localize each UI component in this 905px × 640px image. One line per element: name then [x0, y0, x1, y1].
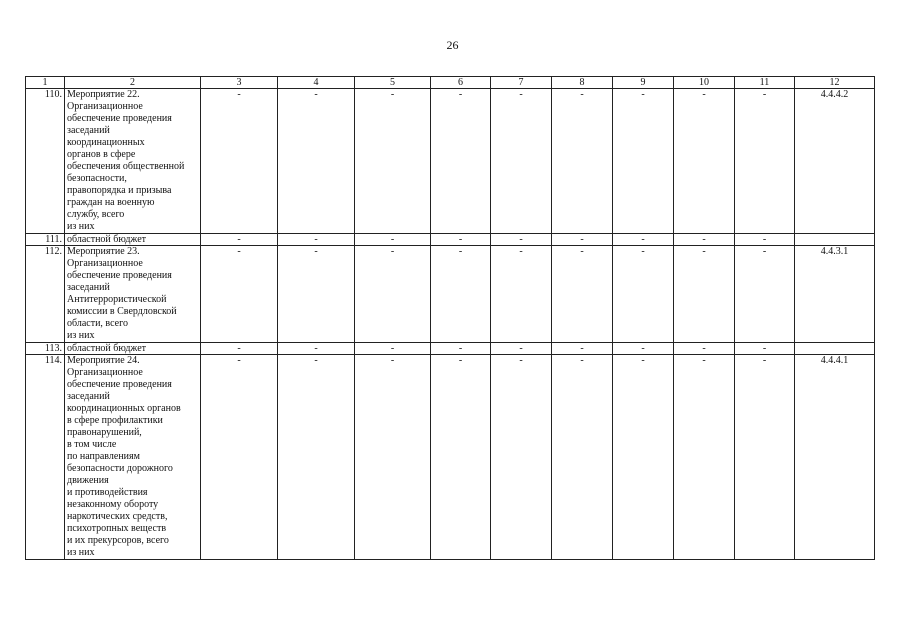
- value-cell: -: [278, 234, 355, 246]
- measure-name: областной бюджет: [65, 343, 201, 355]
- column-header: 3: [201, 77, 278, 89]
- column-header: 12: [795, 77, 875, 89]
- value-cell: -: [735, 343, 795, 355]
- value-cell: -: [491, 234, 552, 246]
- value-cell: -: [355, 246, 431, 343]
- row-number: 110.: [26, 89, 65, 234]
- value-cell: -: [355, 355, 431, 560]
- column-header: 6: [431, 77, 491, 89]
- value-cell: -: [613, 246, 674, 343]
- table-row: [26, 89, 875, 234]
- value-cell: -: [278, 89, 355, 234]
- value-cell: -: [431, 343, 491, 355]
- value-cell: -: [613, 234, 674, 246]
- indicator-code: [795, 343, 875, 355]
- value-cell: -: [735, 355, 795, 560]
- column-header: 8: [552, 77, 613, 89]
- value-cell: -: [201, 355, 278, 560]
- measure-name: Мероприятие 23. Организационное обеспечение проведения заседаний Антитеррористической комиссии в Свердловской области, всего из них: [65, 246, 201, 343]
- value-cell: -: [613, 355, 674, 560]
- value-cell: -: [431, 89, 491, 234]
- indicator-code: 4.4.3.1: [795, 246, 875, 343]
- row-number: 111.: [26, 234, 65, 246]
- table-row: [26, 246, 875, 343]
- value-cell: -: [491, 343, 552, 355]
- column-header: 10: [674, 77, 735, 89]
- row-number: 114.: [26, 355, 65, 560]
- value-cell: -: [613, 343, 674, 355]
- table-row: [26, 234, 875, 246]
- value-cell: -: [674, 246, 735, 343]
- value-cell: -: [431, 355, 491, 560]
- value-cell: -: [201, 89, 278, 234]
- measure-name: областной бюджет: [65, 234, 201, 246]
- value-cell: -: [201, 343, 278, 355]
- indicator-code: 4.4.4.1: [795, 355, 875, 560]
- value-cell: -: [355, 234, 431, 246]
- value-cell: -: [552, 234, 613, 246]
- column-header: 9: [613, 77, 674, 89]
- value-cell: -: [431, 246, 491, 343]
- column-number-row: [26, 77, 875, 89]
- column-header: 1: [26, 77, 65, 89]
- value-cell: -: [674, 343, 735, 355]
- value-cell: -: [674, 355, 735, 560]
- indicator-code: [795, 234, 875, 246]
- value-cell: -: [674, 89, 735, 234]
- column-header: 7: [491, 77, 552, 89]
- value-cell: -: [735, 234, 795, 246]
- row-number: 113.: [26, 343, 65, 355]
- value-cell: -: [278, 355, 355, 560]
- page-number: 26: [446, 38, 459, 52]
- value-cell: -: [278, 246, 355, 343]
- row-number: 112.: [26, 246, 65, 343]
- value-cell: -: [278, 343, 355, 355]
- indicator-code: 4.4.4.2: [795, 89, 875, 234]
- measure-name: Мероприятие 22. Организационное обеспечение проведения заседаний координационных органов в сфере обеспечения общественной безопасности, правопорядка и призыва граждан на военную службу, всего из них: [65, 89, 201, 234]
- value-cell: -: [552, 355, 613, 560]
- measure-name: Мероприятие 24. Организационное обеспечение проведения заседаний координационных органов в сфере профилактики правонарушений, в том числе по направлениям безопасности дорожного движения и противодействия незаконному обороту наркотических средств, психотропных веществ и их прекурсоров, всего из них: [65, 355, 201, 560]
- value-cell: -: [552, 343, 613, 355]
- column-header: 4: [278, 77, 355, 89]
- value-cell: -: [491, 355, 552, 560]
- value-cell: -: [431, 234, 491, 246]
- table-row: [26, 355, 875, 560]
- column-header: 5: [355, 77, 431, 89]
- value-cell: -: [201, 246, 278, 343]
- value-cell: -: [355, 343, 431, 355]
- program-measures-table: [25, 76, 875, 560]
- value-cell: -: [552, 246, 613, 343]
- value-cell: -: [613, 89, 674, 234]
- value-cell: -: [735, 89, 795, 234]
- column-header: 11: [735, 77, 795, 89]
- value-cell: -: [552, 89, 613, 234]
- value-cell: -: [674, 234, 735, 246]
- value-cell: -: [735, 246, 795, 343]
- value-cell: -: [201, 234, 278, 246]
- column-header: 2: [65, 77, 201, 89]
- value-cell: -: [355, 89, 431, 234]
- table-row: [26, 343, 875, 355]
- value-cell: -: [491, 89, 552, 234]
- value-cell: -: [491, 246, 552, 343]
